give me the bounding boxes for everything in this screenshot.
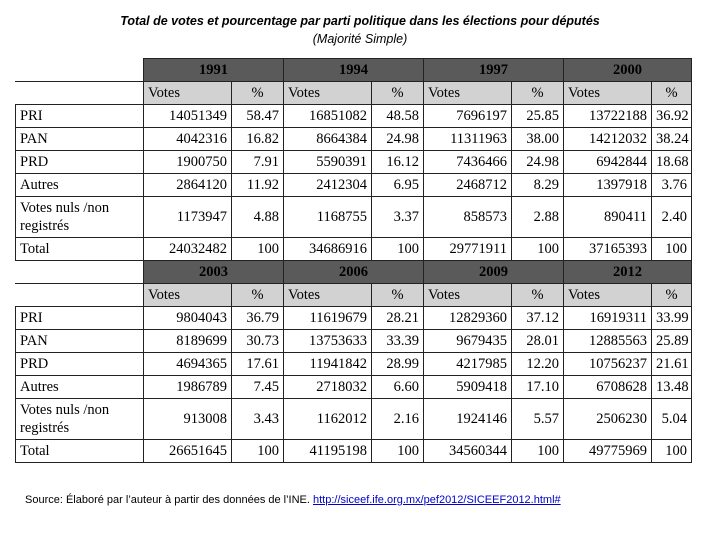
percent-cell: 37.12 bbox=[512, 307, 564, 330]
votes-cell: 2468712 bbox=[424, 174, 512, 197]
percent-cell: 30.73 bbox=[232, 330, 284, 353]
percent-cell: 2.88 bbox=[512, 197, 564, 238]
percent-column-header: % bbox=[512, 284, 564, 307]
row-label: PAN bbox=[16, 128, 144, 151]
percent-column-header: % bbox=[372, 82, 424, 105]
votes-cell: 890411 bbox=[564, 197, 652, 238]
votes-cell: 1168755 bbox=[284, 197, 372, 238]
votes-cell: 5590391 bbox=[284, 151, 372, 174]
votes-cell: 2506230 bbox=[564, 399, 652, 440]
votes-cell: 9804043 bbox=[144, 307, 232, 330]
votes-cell: 14051349 bbox=[144, 105, 232, 128]
row-label: PRD bbox=[16, 353, 144, 376]
row-label: PRD bbox=[16, 151, 144, 174]
votes-cell: 14212032 bbox=[564, 128, 652, 151]
votes-cell: 11311963 bbox=[424, 128, 512, 151]
table-row bbox=[16, 330, 692, 353]
votes-cell: 16851082 bbox=[284, 105, 372, 128]
percent-cell: 100 bbox=[652, 238, 692, 261]
row-label: PRI bbox=[16, 307, 144, 330]
percent-cell: 100 bbox=[232, 238, 284, 261]
percent-cell: 24.98 bbox=[512, 151, 564, 174]
percent-cell: 6.95 bbox=[372, 174, 424, 197]
percent-cell: 3.76 bbox=[652, 174, 692, 197]
percent-cell: 100 bbox=[372, 238, 424, 261]
percent-column-header: % bbox=[512, 82, 564, 105]
votes-column-header: Votes bbox=[284, 284, 372, 307]
year-header: 1997 bbox=[424, 59, 564, 82]
percent-column-header: % bbox=[372, 284, 424, 307]
corner-blank bbox=[16, 59, 144, 82]
percent-cell: 16.12 bbox=[372, 151, 424, 174]
election-results-table bbox=[15, 58, 692, 463]
votes-cell: 4217985 bbox=[424, 353, 512, 376]
votes-column-header: Votes bbox=[564, 284, 652, 307]
year-header: 1994 bbox=[284, 59, 424, 82]
percent-cell: 33.99 bbox=[652, 307, 692, 330]
votes-cell: 10756237 bbox=[564, 353, 652, 376]
votes-cell: 2412304 bbox=[284, 174, 372, 197]
percent-cell: 100 bbox=[372, 440, 424, 463]
votes-cell: 11619679 bbox=[284, 307, 372, 330]
percent-cell: 28.99 bbox=[372, 353, 424, 376]
percent-cell: 11.92 bbox=[232, 174, 284, 197]
votes-cell: 1173947 bbox=[144, 197, 232, 238]
table-row bbox=[16, 307, 692, 330]
year-header-row bbox=[16, 261, 692, 284]
corner-blank bbox=[16, 284, 144, 307]
votes-cell: 11941842 bbox=[284, 353, 372, 376]
table-row bbox=[16, 105, 692, 128]
votes-column-header: Votes bbox=[564, 82, 652, 105]
percent-column-header: % bbox=[652, 284, 692, 307]
corner-blank bbox=[16, 82, 144, 105]
votes-cell: 34686916 bbox=[284, 238, 372, 261]
percent-column-header: % bbox=[232, 284, 284, 307]
year-header: 2012 bbox=[564, 261, 692, 284]
votes-cell: 49775969 bbox=[564, 440, 652, 463]
percent-cell: 25.85 bbox=[512, 105, 564, 128]
percent-cell: 100 bbox=[512, 440, 564, 463]
votes-column-header: Votes bbox=[424, 284, 512, 307]
year-header: 2000 bbox=[564, 59, 692, 82]
percent-cell: 17.10 bbox=[512, 376, 564, 399]
percent-cell: 25.89 bbox=[652, 330, 692, 353]
page-title: Total de votes et pourcentage par parti politique dans les élections pour députés bbox=[120, 14, 600, 28]
percent-cell: 36.92 bbox=[652, 105, 692, 128]
page-subtitle: (Majorité Simple) bbox=[312, 32, 408, 46]
votes-column-header: Votes bbox=[284, 82, 372, 105]
percent-cell: 16.82 bbox=[232, 128, 284, 151]
year-header: 2006 bbox=[284, 261, 424, 284]
table-row bbox=[16, 151, 692, 174]
row-label: Votes nuls /non registrés bbox=[16, 197, 144, 238]
votes-cell: 1162012 bbox=[284, 399, 372, 440]
percent-cell: 7.91 bbox=[232, 151, 284, 174]
row-label: PAN bbox=[16, 330, 144, 353]
votes-column-header: Votes bbox=[144, 82, 232, 105]
votes-cell: 41195198 bbox=[284, 440, 372, 463]
row-label: Votes nuls /non registrés bbox=[16, 399, 144, 440]
percent-cell: 58.47 bbox=[232, 105, 284, 128]
votes-cell: 4042316 bbox=[144, 128, 232, 151]
percent-cell: 48.58 bbox=[372, 105, 424, 128]
column-header-row bbox=[16, 284, 692, 307]
votes-cell: 12829360 bbox=[424, 307, 512, 330]
percent-column-header: % bbox=[652, 82, 692, 105]
table-row bbox=[16, 353, 692, 376]
table-row bbox=[16, 399, 692, 440]
table-row bbox=[16, 440, 692, 463]
percent-cell: 2.16 bbox=[372, 399, 424, 440]
votes-cell: 6708628 bbox=[564, 376, 652, 399]
percent-cell: 5.57 bbox=[512, 399, 564, 440]
votes-cell: 26651645 bbox=[144, 440, 232, 463]
votes-cell: 8664384 bbox=[284, 128, 372, 151]
votes-cell: 8189699 bbox=[144, 330, 232, 353]
votes-cell: 7696197 bbox=[424, 105, 512, 128]
percent-cell: 24.98 bbox=[372, 128, 424, 151]
percent-cell: 100 bbox=[232, 440, 284, 463]
votes-cell: 37165393 bbox=[564, 238, 652, 261]
percent-cell: 18.68 bbox=[652, 151, 692, 174]
percent-column-header: % bbox=[232, 82, 284, 105]
percent-cell: 100 bbox=[512, 238, 564, 261]
percent-cell: 8.29 bbox=[512, 174, 564, 197]
percent-cell: 4.88 bbox=[232, 197, 284, 238]
votes-cell: 2864120 bbox=[144, 174, 232, 197]
percent-cell: 7.45 bbox=[232, 376, 284, 399]
table-row bbox=[16, 174, 692, 197]
percent-cell: 13.48 bbox=[652, 376, 692, 399]
votes-cell: 2718032 bbox=[284, 376, 372, 399]
table-row bbox=[16, 376, 692, 399]
votes-cell: 29771911 bbox=[424, 238, 512, 261]
votes-cell: 1397918 bbox=[564, 174, 652, 197]
year-header: 2003 bbox=[144, 261, 284, 284]
votes-cell: 1986789 bbox=[144, 376, 232, 399]
table-row bbox=[16, 197, 692, 238]
votes-cell: 12885563 bbox=[564, 330, 652, 353]
row-label: Autres bbox=[16, 376, 144, 399]
votes-cell: 913008 bbox=[144, 399, 232, 440]
percent-cell: 17.61 bbox=[232, 353, 284, 376]
percent-cell: 28.21 bbox=[372, 307, 424, 330]
votes-cell: 9679435 bbox=[424, 330, 512, 353]
percent-cell: 5.04 bbox=[652, 399, 692, 440]
votes-column-header: Votes bbox=[424, 82, 512, 105]
percent-cell: 38.24 bbox=[652, 128, 692, 151]
row-label: Total bbox=[16, 440, 144, 463]
votes-cell: 24032482 bbox=[144, 238, 232, 261]
table-row bbox=[16, 238, 692, 261]
percent-cell: 6.60 bbox=[372, 376, 424, 399]
votes-cell: 6942844 bbox=[564, 151, 652, 174]
percent-cell: 3.43 bbox=[232, 399, 284, 440]
votes-cell: 858573 bbox=[424, 197, 512, 238]
percent-cell: 3.37 bbox=[372, 197, 424, 238]
column-header-row bbox=[16, 82, 692, 105]
votes-cell: 13753633 bbox=[284, 330, 372, 353]
votes-cell: 7436466 bbox=[424, 151, 512, 174]
row-label: Total bbox=[16, 238, 144, 261]
percent-cell: 21.61 bbox=[652, 353, 692, 376]
votes-cell: 1924146 bbox=[424, 399, 512, 440]
year-header-row bbox=[16, 59, 692, 82]
votes-cell: 16919311 bbox=[564, 307, 652, 330]
percent-cell: 2.40 bbox=[652, 197, 692, 238]
percent-cell: 33.39 bbox=[372, 330, 424, 353]
percent-cell: 100 bbox=[652, 440, 692, 463]
row-label: PRI bbox=[16, 105, 144, 128]
votes-cell: 13722188 bbox=[564, 105, 652, 128]
percent-cell: 36.79 bbox=[232, 307, 284, 330]
source-note bbox=[25, 494, 561, 506]
year-header: 1991 bbox=[144, 59, 284, 82]
source-text: Source: Élaboré par l’auteur à partir des données de l’INE. bbox=[25, 494, 313, 506]
source-link[interactable]: http://siceef.ife.org.mx/pef2012/SICEEF2012.html# bbox=[313, 494, 561, 506]
votes-column-header: Votes bbox=[144, 284, 232, 307]
votes-cell: 5909418 bbox=[424, 376, 512, 399]
percent-cell: 12.20 bbox=[512, 353, 564, 376]
percent-cell: 38.00 bbox=[512, 128, 564, 151]
percent-cell: 28.01 bbox=[512, 330, 564, 353]
votes-cell: 34560344 bbox=[424, 440, 512, 463]
table-row bbox=[16, 128, 692, 151]
row-label: Autres bbox=[16, 174, 144, 197]
votes-cell: 4694365 bbox=[144, 353, 232, 376]
year-header: 2009 bbox=[424, 261, 564, 284]
corner-blank bbox=[16, 261, 144, 284]
votes-cell: 1900750 bbox=[144, 151, 232, 174]
